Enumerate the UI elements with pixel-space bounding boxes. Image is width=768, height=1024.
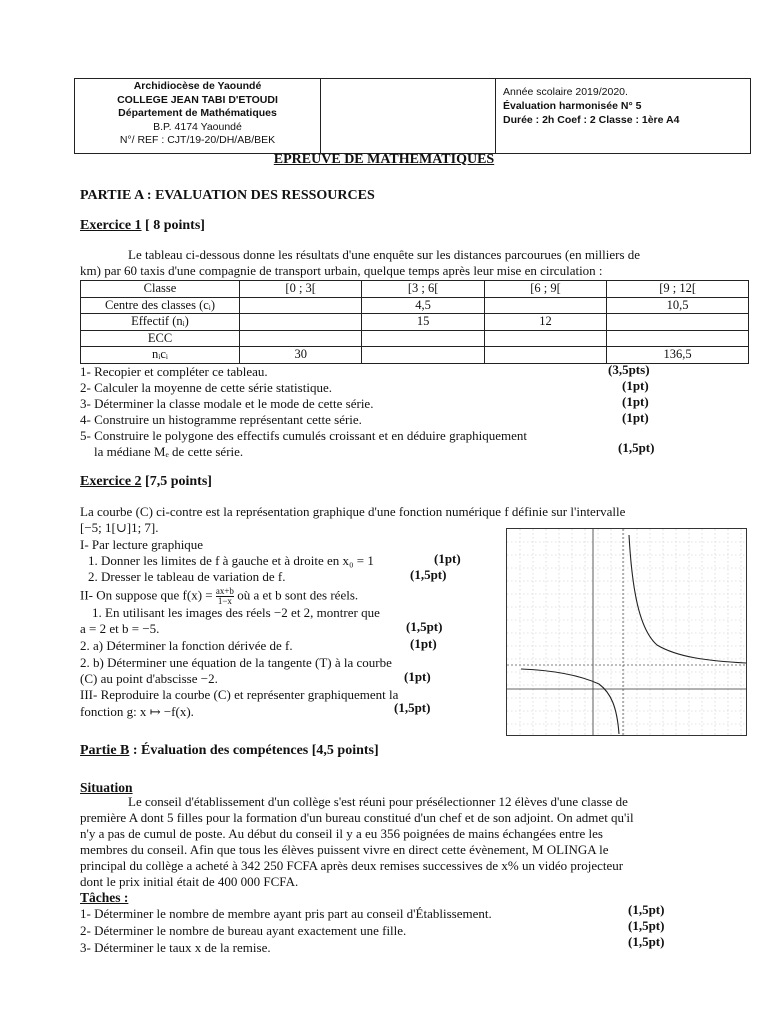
exercise-2-intro-line-1: La courbe (C) ci-contre est la représentation graphique d'une fonction numérique f définie sur l'intervalle <box>80 504 626 519</box>
exercise-1-question-4-points: (1pt) <box>622 410 649 425</box>
exercise-1-question-5-cont: la médiane Mₑ de cette série. <box>94 444 244 459</box>
exercise-2-line-4 <box>80 587 358 606</box>
table-cell: [6 ; 9[ <box>484 281 606 298</box>
graph-grid <box>507 529 746 735</box>
exercise-2-line-3: 2. Dresser le tableau de variation de f. <box>88 569 286 584</box>
situation-line-5: principal du collège a acheté à 342 250 FCFA après deux remises successives de x% un vidéo projecteur <box>80 858 624 873</box>
situation-title: Situation <box>80 780 133 795</box>
table-cell: 15 <box>362 314 484 331</box>
table-cell: 136,5 <box>607 347 749 364</box>
situation-line-4: membres du conseil. Afin que tous les élèves puissent vivre en direct cette évènement, M OLINGA le <box>80 842 609 857</box>
fraction-numerator: ax+b <box>215 586 234 596</box>
task-2: 2- Déterminer le nombre de bureau ayant exactement une fille. <box>80 923 407 938</box>
school-name: COLLEGE JEAN TABI D'ETOUDI <box>117 93 278 106</box>
table-cell: Effectif (nᵢ) <box>81 314 240 331</box>
table-cell: 12 <box>484 314 606 331</box>
table-cell: [0 ; 3[ <box>240 281 362 298</box>
table-cell: 30 <box>240 347 362 364</box>
task-1-points: (1,5pt) <box>628 902 665 917</box>
table-row <box>81 297 749 314</box>
header-box <box>74 78 751 154</box>
exercise-2-line-9: (C) au point d'abscisse −2. <box>80 671 218 686</box>
school-info <box>75 79 321 153</box>
exercise-1-question-2-points: (1pt) <box>622 378 649 393</box>
table-cell: [3 ; 6[ <box>362 281 484 298</box>
tasks-title-text: Tâches <box>80 890 121 905</box>
table-cell <box>607 330 749 347</box>
exercise-2-line-8: 2. b) Déterminer une équation de la tangente (T) à la courbe <box>80 655 392 670</box>
exercise-1-question-5: 5- Construire le polygone des effectifs cumulés croissant et en déduire graphiquement <box>80 428 528 443</box>
exercise-2-line-11-points: (1,5pt) <box>394 700 431 715</box>
exercise-2-line-6: a = 2 et b = −5. <box>80 621 160 636</box>
part-b-title <box>80 743 379 759</box>
exercise-2-line-10: III- Reproduire la courbe (C) et représenter graphiquement la <box>80 687 399 702</box>
exercise-1-question-5-points: (1,5pt) <box>618 440 655 455</box>
task-3-points: (1,5pt) <box>628 934 665 949</box>
exam-title: EPREUVE DE MATHEMATIQUES <box>273 152 495 167</box>
header-middle-cell <box>321 79 496 153</box>
table-cell: ECC <box>81 330 240 347</box>
fraction <box>216 587 234 606</box>
exercise-2-line-1: I- Par lecture graphique <box>80 537 204 552</box>
exercise-1-intro-line-1: Le tableau ci-dessous donne les résultats d'une enquête sur les distances parcourues (en milliers de <box>128 247 641 262</box>
fraction-denominator: 1−x <box>217 596 232 606</box>
table-cell: [9 ; 12[ <box>607 281 749 298</box>
evaluation-label: Évaluation harmonisée N° 5 <box>503 100 642 112</box>
table-cell: Centre des classes (cᵢ) <box>81 297 240 314</box>
exercise-2-intro-line-2: [−5; 1[∪]1; 7]. <box>80 520 159 535</box>
exercise-1-intro-line-2: km) par 60 taxis d'une compagnie de transport urbain, quelque temps après leur mise en circulation : <box>80 263 603 278</box>
table-cell <box>362 330 484 347</box>
task-1: 1- Déterminer le nombre de membre ayant pris part au conseil d'Établissement. <box>80 906 492 921</box>
table-row <box>81 330 749 347</box>
part-b-label: Partie B <box>80 743 130 758</box>
exercise-2-line-9-points: (1pt) <box>404 669 431 684</box>
exercise-2-line-4-after: où a et b sont des réels. <box>237 587 359 603</box>
table-cell <box>240 314 362 331</box>
exercise-2-line-2: 1. Donner les limites de f à gauche et à droite en x₀ = 1 <box>88 553 374 568</box>
table-cell <box>484 330 606 347</box>
diocese-line: Archidiocèse de Yaoundé <box>133 80 262 92</box>
task-2-points: (1,5pt) <box>628 918 665 933</box>
exercise-1-question-1: 1- Recopier et compléter ce tableau. <box>80 364 268 379</box>
situation-line-1: Le conseil d'établissement d'un collège s'est réuni pour présélectionner 12 élèves d'une classe de <box>128 794 628 809</box>
exercise-2-points: [7,5 points] <box>145 474 212 489</box>
part-b-title-rest: : Évaluation des compétences [4,5 points] <box>129 743 379 758</box>
school-year: Année scolaire 2019/2020. <box>503 86 628 98</box>
exercise-2-line-6-points: (1,5pt) <box>406 619 443 634</box>
exercise-2-title: Exercice 2 <box>80 474 142 489</box>
tasks-title: Tâches : <box>80 890 129 905</box>
table-cell: nᵢcᵢ <box>81 347 240 364</box>
exam-meta: Durée : 2h Coef : 2 Classe : 1ère A4 <box>503 114 680 126</box>
exercise-2-line-7: 2. a) Déterminer la fonction dérivée de f. <box>80 638 293 653</box>
table-cell: 10,5 <box>607 297 749 314</box>
exercise-2-line-5: 1. En utilisant les images des réels −2 et 2, montrer que <box>92 605 380 620</box>
exercise-1-question-2: 2- Calculer la moyenne de cette série statistique. <box>80 380 332 395</box>
table-cell <box>240 330 362 347</box>
exam-info <box>503 85 679 127</box>
exercise-1-points: [ 8 points] <box>145 218 205 233</box>
postal-box: B.P. 4174 Yaoundé <box>153 120 242 133</box>
table-row <box>81 314 749 331</box>
situation-line-3: n'y a pas de cumul de poste. Au début du conseil il y a eu 356 poignées de mains échangées entre les <box>80 826 603 841</box>
exercise-1-question-3-points: (1pt) <box>622 394 649 409</box>
exercise-2-heading <box>80 474 212 490</box>
curve-right-branch <box>629 535 746 663</box>
table-cell <box>240 297 362 314</box>
part-a-title: PARTIE A : EVALUATION DES RESSOURCES <box>80 188 375 203</box>
table-cell <box>484 297 606 314</box>
table-cell: 4,5 <box>362 297 484 314</box>
exercise-1-question-1-points: (3,5pts) <box>608 362 650 377</box>
situation-line-6: dont le prix initial était de 400 000 FCFA. <box>80 874 299 889</box>
exercise-2-line-2-points: (1pt) <box>434 551 461 566</box>
task-3: 3- Déterminer le taux x de la remise. <box>80 940 271 955</box>
table-row <box>81 281 749 298</box>
exercise-1-question-4: 4- Construire un histogramme représentant cette série. <box>80 412 362 427</box>
statistics-table <box>80 280 749 364</box>
table-cell <box>607 314 749 331</box>
department: Département de Mathématiques <box>118 107 277 120</box>
table-cell: Classe <box>81 281 240 298</box>
exercise-2-line-7-points: (1pt) <box>410 636 437 651</box>
exercise-1-question-3: 3- Déterminer la classe modale et le mode de cette série. <box>80 396 374 411</box>
function-graph-svg <box>507 529 746 735</box>
situation-line-2: première A dont 5 filles pour la formation d'un bureau constitué d'un chef et de son adjoint. On admet qu'il <box>80 810 634 825</box>
table-cell <box>484 347 606 364</box>
exercise-2-line-11: fonction g: x ↦ −f(x). <box>80 704 194 719</box>
exercise-2-line-4-text: II- On suppose que f(x) = <box>80 587 213 603</box>
table-cell <box>362 347 484 364</box>
table-row <box>81 347 749 364</box>
function-graph <box>506 528 747 736</box>
exercise-1-title: Exercice 1 <box>80 218 142 233</box>
exercise-1-heading <box>80 218 205 234</box>
reference: N°/ REF : CJT/19-20/DH/AB/BEK <box>119 134 276 147</box>
exercise-2-line-3-points: (1,5pt) <box>410 567 447 582</box>
